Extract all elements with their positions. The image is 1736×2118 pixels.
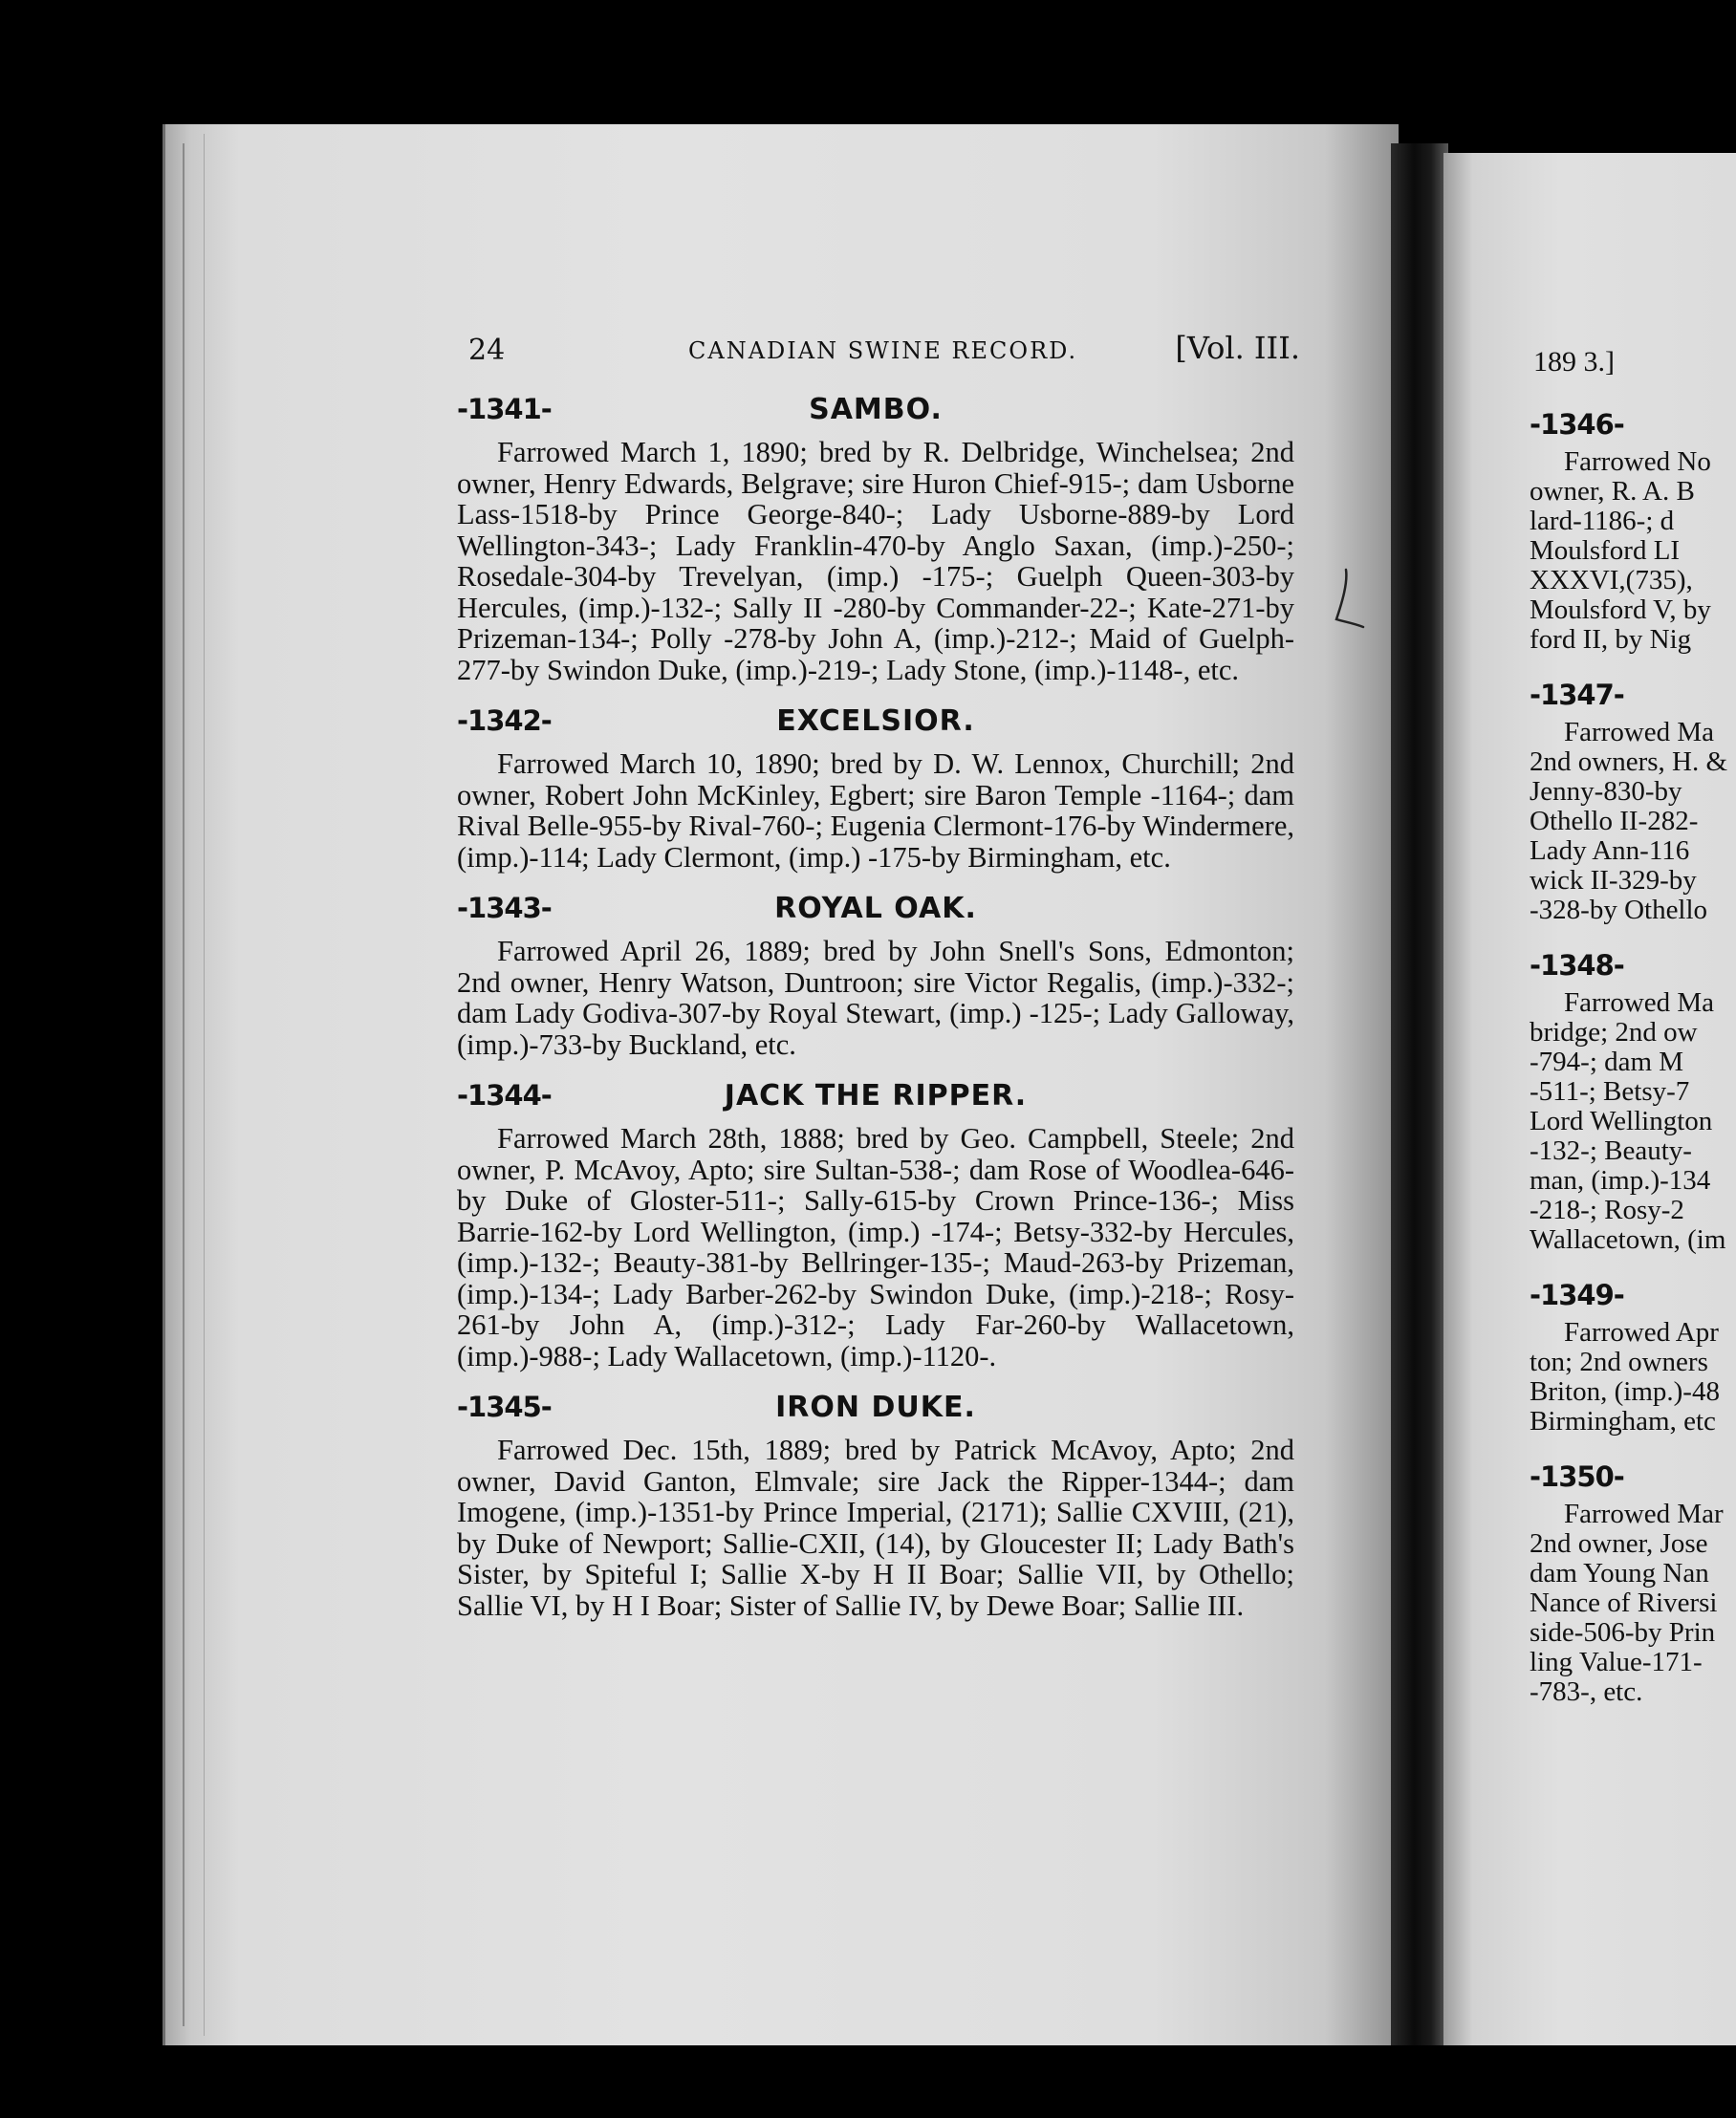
pedigree-text bbox=[1530, 988, 1736, 1255]
pedigree-text bbox=[1530, 447, 1736, 655]
animal-name: SAMBO. bbox=[809, 393, 943, 426]
page-number: 24 bbox=[468, 334, 506, 367]
pedigree-entry bbox=[457, 1073, 1294, 1372]
registration-number: -1350- bbox=[1530, 1460, 1624, 1493]
pedigree-text bbox=[1530, 1500, 1736, 1707]
pedigree-text: Farrowed March 10, 1890; bred by D. W. Lennox, Churchill; 2nd owner, Robert John McKinley, Egbert; sire Baron Temple -1164-; dam Rival Belle-955-by Rival-760-; Eugenia Clermont-176-by Windermere, (imp.)-114; Lady Clermont, (imp.) -175-by Birmingham, etc. bbox=[457, 747, 1294, 874]
text-line: Briton, (imp.)-48 bbox=[1530, 1376, 1720, 1407]
animal-name: EXCELSIOR. bbox=[776, 704, 975, 738]
text-line: 2nd owners, H. & bbox=[1530, 746, 1728, 777]
text-line: Othello II-282- bbox=[1530, 806, 1699, 836]
text-line: -783-, etc. bbox=[1530, 1676, 1643, 1707]
pedigree-entry bbox=[1530, 672, 1736, 925]
text-line: side-506-by Prin bbox=[1530, 1617, 1716, 1648]
text-line: -511-; Betsy-7 bbox=[1530, 1076, 1690, 1107]
pedigree-entry bbox=[457, 886, 1294, 1060]
text-line: -218-; Rosy-2 bbox=[1530, 1195, 1684, 1225]
right-page-header: 189 3.] bbox=[1533, 346, 1615, 378]
text-line: -132-; Beauty- bbox=[1530, 1135, 1692, 1166]
text-line: Farrowed Ma bbox=[1564, 987, 1715, 1018]
text-line: Nance of Riversi bbox=[1530, 1588, 1718, 1618]
text-line: lard-1186-; d bbox=[1530, 506, 1675, 536]
text-line: dam Young Nan bbox=[1530, 1558, 1709, 1588]
left-page-entries bbox=[457, 387, 1294, 1634]
pedigree-text bbox=[1530, 1318, 1736, 1437]
text-line: Farrowed Ma bbox=[1564, 717, 1715, 747]
entry-heading bbox=[457, 886, 1294, 936]
registration-number: -1347- bbox=[1530, 679, 1624, 711]
text-line: man, (imp.)-134 bbox=[1530, 1165, 1711, 1196]
volume-label: [Vol. III. bbox=[1175, 330, 1300, 366]
registration-number: -1344- bbox=[457, 1079, 552, 1112]
entry-heading bbox=[457, 699, 1294, 748]
text-line: Wallacetown, (im bbox=[1530, 1224, 1726, 1255]
text-line: ling Value-171- bbox=[1530, 1647, 1703, 1677]
pedigree-entry bbox=[1530, 1272, 1736, 1437]
text-line: Birmingham, etc bbox=[1530, 1406, 1716, 1437]
registration-number: -1341- bbox=[457, 393, 552, 425]
entry-heading bbox=[457, 1385, 1294, 1435]
animal-name: JACK THE RIPPER. bbox=[724, 1079, 1028, 1113]
handwritten-margin-mark bbox=[1329, 564, 1367, 640]
text-line: XXXVI,(735), bbox=[1530, 565, 1693, 595]
text-line: ford II, by Nig bbox=[1530, 624, 1692, 655]
left-page-header bbox=[468, 330, 1300, 378]
text-line: Moulsford V, by bbox=[1530, 594, 1711, 625]
registration-number: -1346- bbox=[1530, 408, 1624, 441]
running-title: CANADIAN SWINE RECORD. bbox=[688, 337, 1078, 364]
registration-number: -1349- bbox=[1530, 1279, 1624, 1311]
text-line: -328-by Othello bbox=[1530, 895, 1708, 925]
text-line: Farrowed Apr bbox=[1564, 1317, 1719, 1348]
text-line: Lord Wellington bbox=[1530, 1106, 1713, 1136]
text-line: Farrowed No bbox=[1564, 446, 1711, 477]
text-line: ton; 2nd owners bbox=[1530, 1347, 1708, 1377]
pedigree-text: Farrowed March 28th, 1888; bred by Geo. Campbell, Steele; 2nd owner, P. McAvoy, Apto; sire Sultan-538-; dam Rose of Woodlea-646-by Duke of Gloster-511-; Sally-615-by Crown Prince-136-; Miss Barrie-162-by Lord Wellington, (imp.) -174-; Betsy-332-by Hercules, (imp.)-132-; Beauty-381-by Bellringer-135-; Maud-263-by Prizeman, (imp.)-134-; Lady Barber-262-by Swindon Duke, (imp.)-218-; Rosy-261-by John A, (imp.)-312-; Lady Far-260-by Wallacetown, (imp.)-988-; Lady Wallacetown, (imp.)-1120-. bbox=[457, 1122, 1294, 1372]
pedigree-text bbox=[1530, 718, 1736, 925]
text-line: Lady Ann-116 bbox=[1530, 835, 1690, 866]
registration-number: -1343- bbox=[457, 892, 552, 924]
pedigree-entry bbox=[1530, 401, 1736, 655]
animal-name: IRON DUKE. bbox=[775, 1391, 976, 1424]
text-line: wick II-329-by bbox=[1530, 865, 1697, 896]
pedigree-text: Farrowed April 26, 1889; bred by John Snell's Sons, Edmonton; 2nd owner, Henry Watson, Duntroon; sire Victor Regalis, (imp.)-332-; dam Lady Godiva-307-by Royal Stewart, (imp.) -125-; Lady Galloway, (imp.)-733-by Buckland, etc. bbox=[457, 935, 1294, 1061]
registration-number: -1342- bbox=[457, 704, 552, 737]
pedigree-text: Farrowed Dec. 15th, 1889; bred by Patrick McAvoy, Apto; 2nd owner, David Ganton, Elmvale; sire Jack the Ripper-1344-; dam Imogene, (imp.)-1351-by Prince Imperial, (2171); Sallie CXVIII, (21), by Duke of Newport; Sallie-CXII, (14), by Gloucester II; Lady Bath's Sister, by Spiteful I; Sallie X-by H II Boar; Sallie VII, by Othello; Sallie VI, by H I Boar; Sister of Sallie IV, by Dewe Boar; Sallie III. bbox=[457, 1434, 1294, 1622]
text-line: Moulsford LI bbox=[1530, 535, 1681, 566]
text-line: 2nd owner, Jose bbox=[1530, 1528, 1708, 1559]
pedigree-entry bbox=[1530, 942, 1736, 1255]
text-line: Farrowed Mar bbox=[1564, 1499, 1724, 1529]
entry-heading bbox=[457, 387, 1294, 437]
pedigree-entry bbox=[1530, 1454, 1736, 1707]
registration-number: -1345- bbox=[457, 1391, 552, 1423]
pedigree-entry bbox=[457, 699, 1294, 873]
entry-heading bbox=[457, 1073, 1294, 1123]
text-line: Jenny-830-by bbox=[1530, 776, 1682, 807]
pedigree-entry bbox=[457, 387, 1294, 685]
book-gutter bbox=[1391, 143, 1448, 2045]
registration-number: -1348- bbox=[1530, 949, 1624, 982]
text-line: owner, R. A. B bbox=[1530, 476, 1695, 507]
pedigree-entry bbox=[457, 1385, 1294, 1621]
pedigree-text: Farrowed March 1, 1890; bred by R. Delbridge, Winchelsea; 2nd owner, Henry Edwards, Belgrave; sire Huron Chief-915-; dam Usborne Lass-1518-by Prince George-840-; Lady Usborne-889-by Lord Wellington-343-; Lady Franklin-470-by Anglo Saxan, (imp.)-250-; Rosedale-304-by Trevelyan, (imp.) -175-; Guelph Queen-303-by Hercules, (imp.)-132-; Sally II -280-by Commander-22-; Kate-271-by Prizeman-134-; Polly -278-by John A, (imp.)-212-; Maid of Guelph-277-by Swindon Duke, (imp.)-219-; Lady Stone, (imp.)-1148-, etc. bbox=[457, 436, 1294, 686]
text-line: -794-; dam M bbox=[1530, 1047, 1684, 1077]
animal-name: ROYAL OAK. bbox=[774, 892, 977, 925]
right-page-entries bbox=[1530, 401, 1736, 1707]
text-line: bridge; 2nd ow bbox=[1530, 1017, 1698, 1048]
